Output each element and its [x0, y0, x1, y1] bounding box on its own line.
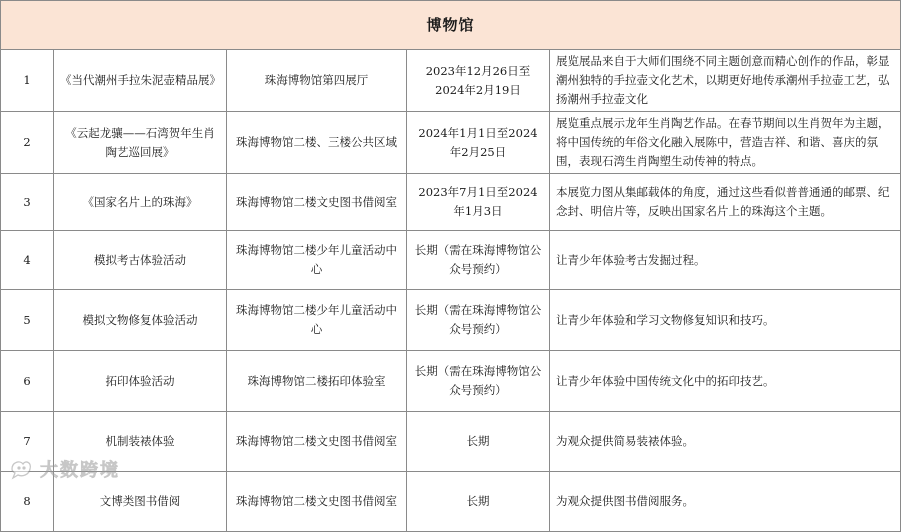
exhibit-description: 让青少年体验考古发掘过程。	[550, 231, 901, 290]
table-row	[1, 50, 901, 112]
exhibit-description: 本展览力图从集邮载体的角度，通过这些看似普普通通的邮票、纪念封、明信片等，反映出国家名片上的珠海这个主题。	[550, 174, 901, 231]
table-title-row	[1, 1, 901, 50]
watermark-text: 大数跨境	[40, 460, 120, 481]
row-number: 3	[1, 174, 54, 231]
exhibit-date: 2023年7月1日至2024年1月3日	[407, 174, 550, 231]
row-number: 6	[1, 351, 54, 412]
exhibit-name: 《国家名片上的珠海》	[54, 174, 227, 231]
exhibit-description: 展览展品来自于大师们围绕不同主题创意而精心创作的作品，彰显潮州独特的手拉壶文化艺术，以期更好地传承潮州手拉壶工艺，弘扬潮州手拉壶文化	[550, 50, 901, 112]
exhibit-location: 珠海博物馆二楼少年儿童活动中心	[227, 231, 407, 290]
table-row	[1, 351, 901, 412]
exhibit-name: 模拟考古体验活动	[54, 231, 227, 290]
exhibit-description: 让青少年体验中国传统文化中的拓印技艺。	[550, 351, 901, 412]
table-row	[1, 231, 901, 290]
exhibit-date: 长期（需在珠海博物馆公众号预约）	[407, 290, 550, 351]
row-number: 8	[1, 472, 54, 532]
table-row	[1, 112, 901, 174]
exhibit-location: 珠海博物馆二楼少年儿童活动中心	[227, 290, 407, 351]
exhibit-description: 为观众提供图书借阅服务。	[550, 472, 901, 532]
exhibit-location: 珠海博物馆二楼拓印体验室	[227, 351, 407, 412]
exhibit-date: 2024年1月1日至2024年2月25日	[407, 112, 550, 174]
exhibit-name: 文博类图书借阅	[54, 472, 227, 532]
exhibit-location: 珠海博物馆二楼文史图书借阅室	[227, 472, 407, 532]
exhibit-location: 珠海博物馆二楼、三楼公共区域	[227, 112, 407, 174]
table-row	[1, 412, 901, 472]
exhibit-description: 为观众提供简易装裱体验。	[550, 412, 901, 472]
exhibit-name: 机制装裱体验	[54, 412, 227, 472]
row-number: 7	[1, 412, 54, 472]
exhibit-date: 2023年12月26日至2024年2月19日	[407, 50, 550, 112]
row-number: 1	[1, 50, 54, 112]
exhibit-name: 《云起龙骧——石湾贺年生肖陶艺巡回展》	[54, 112, 227, 174]
table-row	[1, 290, 901, 351]
exhibit-description: 让青少年体验和学习文物修复知识和技巧。	[550, 290, 901, 351]
exhibit-date: 长期（需在珠海博物馆公众号预约）	[407, 351, 550, 412]
exhibit-name: 拓印体验活动	[54, 351, 227, 412]
exhibit-date: 长期	[407, 472, 550, 532]
exhibit-name: 模拟文物修复体验活动	[54, 290, 227, 351]
exhibit-date: 长期（需在珠海博物馆公众号预约）	[407, 231, 550, 290]
table-title: 博物馆	[1, 1, 901, 50]
row-number: 5	[1, 290, 54, 351]
exhibit-location: 珠海博物馆第四展厅	[227, 50, 407, 112]
table-row	[1, 174, 901, 231]
exhibit-location: 珠海博物馆二楼文史图书借阅室	[227, 412, 407, 472]
exhibit-date: 长期	[407, 412, 550, 472]
table-row	[1, 472, 901, 532]
row-number: 2	[1, 112, 54, 174]
exhibit-name: 《当代潮州手拉朱泥壶精品展》	[54, 50, 227, 112]
exhibit-location: 珠海博物馆二楼文史图书借阅室	[227, 174, 407, 231]
exhibit-description: 展览重点展示龙年生肖陶艺作品。在春节期间以生肖贺年为主题，将中国传统的年俗文化融入展陈中，营造吉祥、和谐、喜庆的氛围，表现石湾生肖陶塑生动传神的特点。	[550, 112, 901, 174]
row-number: 4	[1, 231, 54, 290]
